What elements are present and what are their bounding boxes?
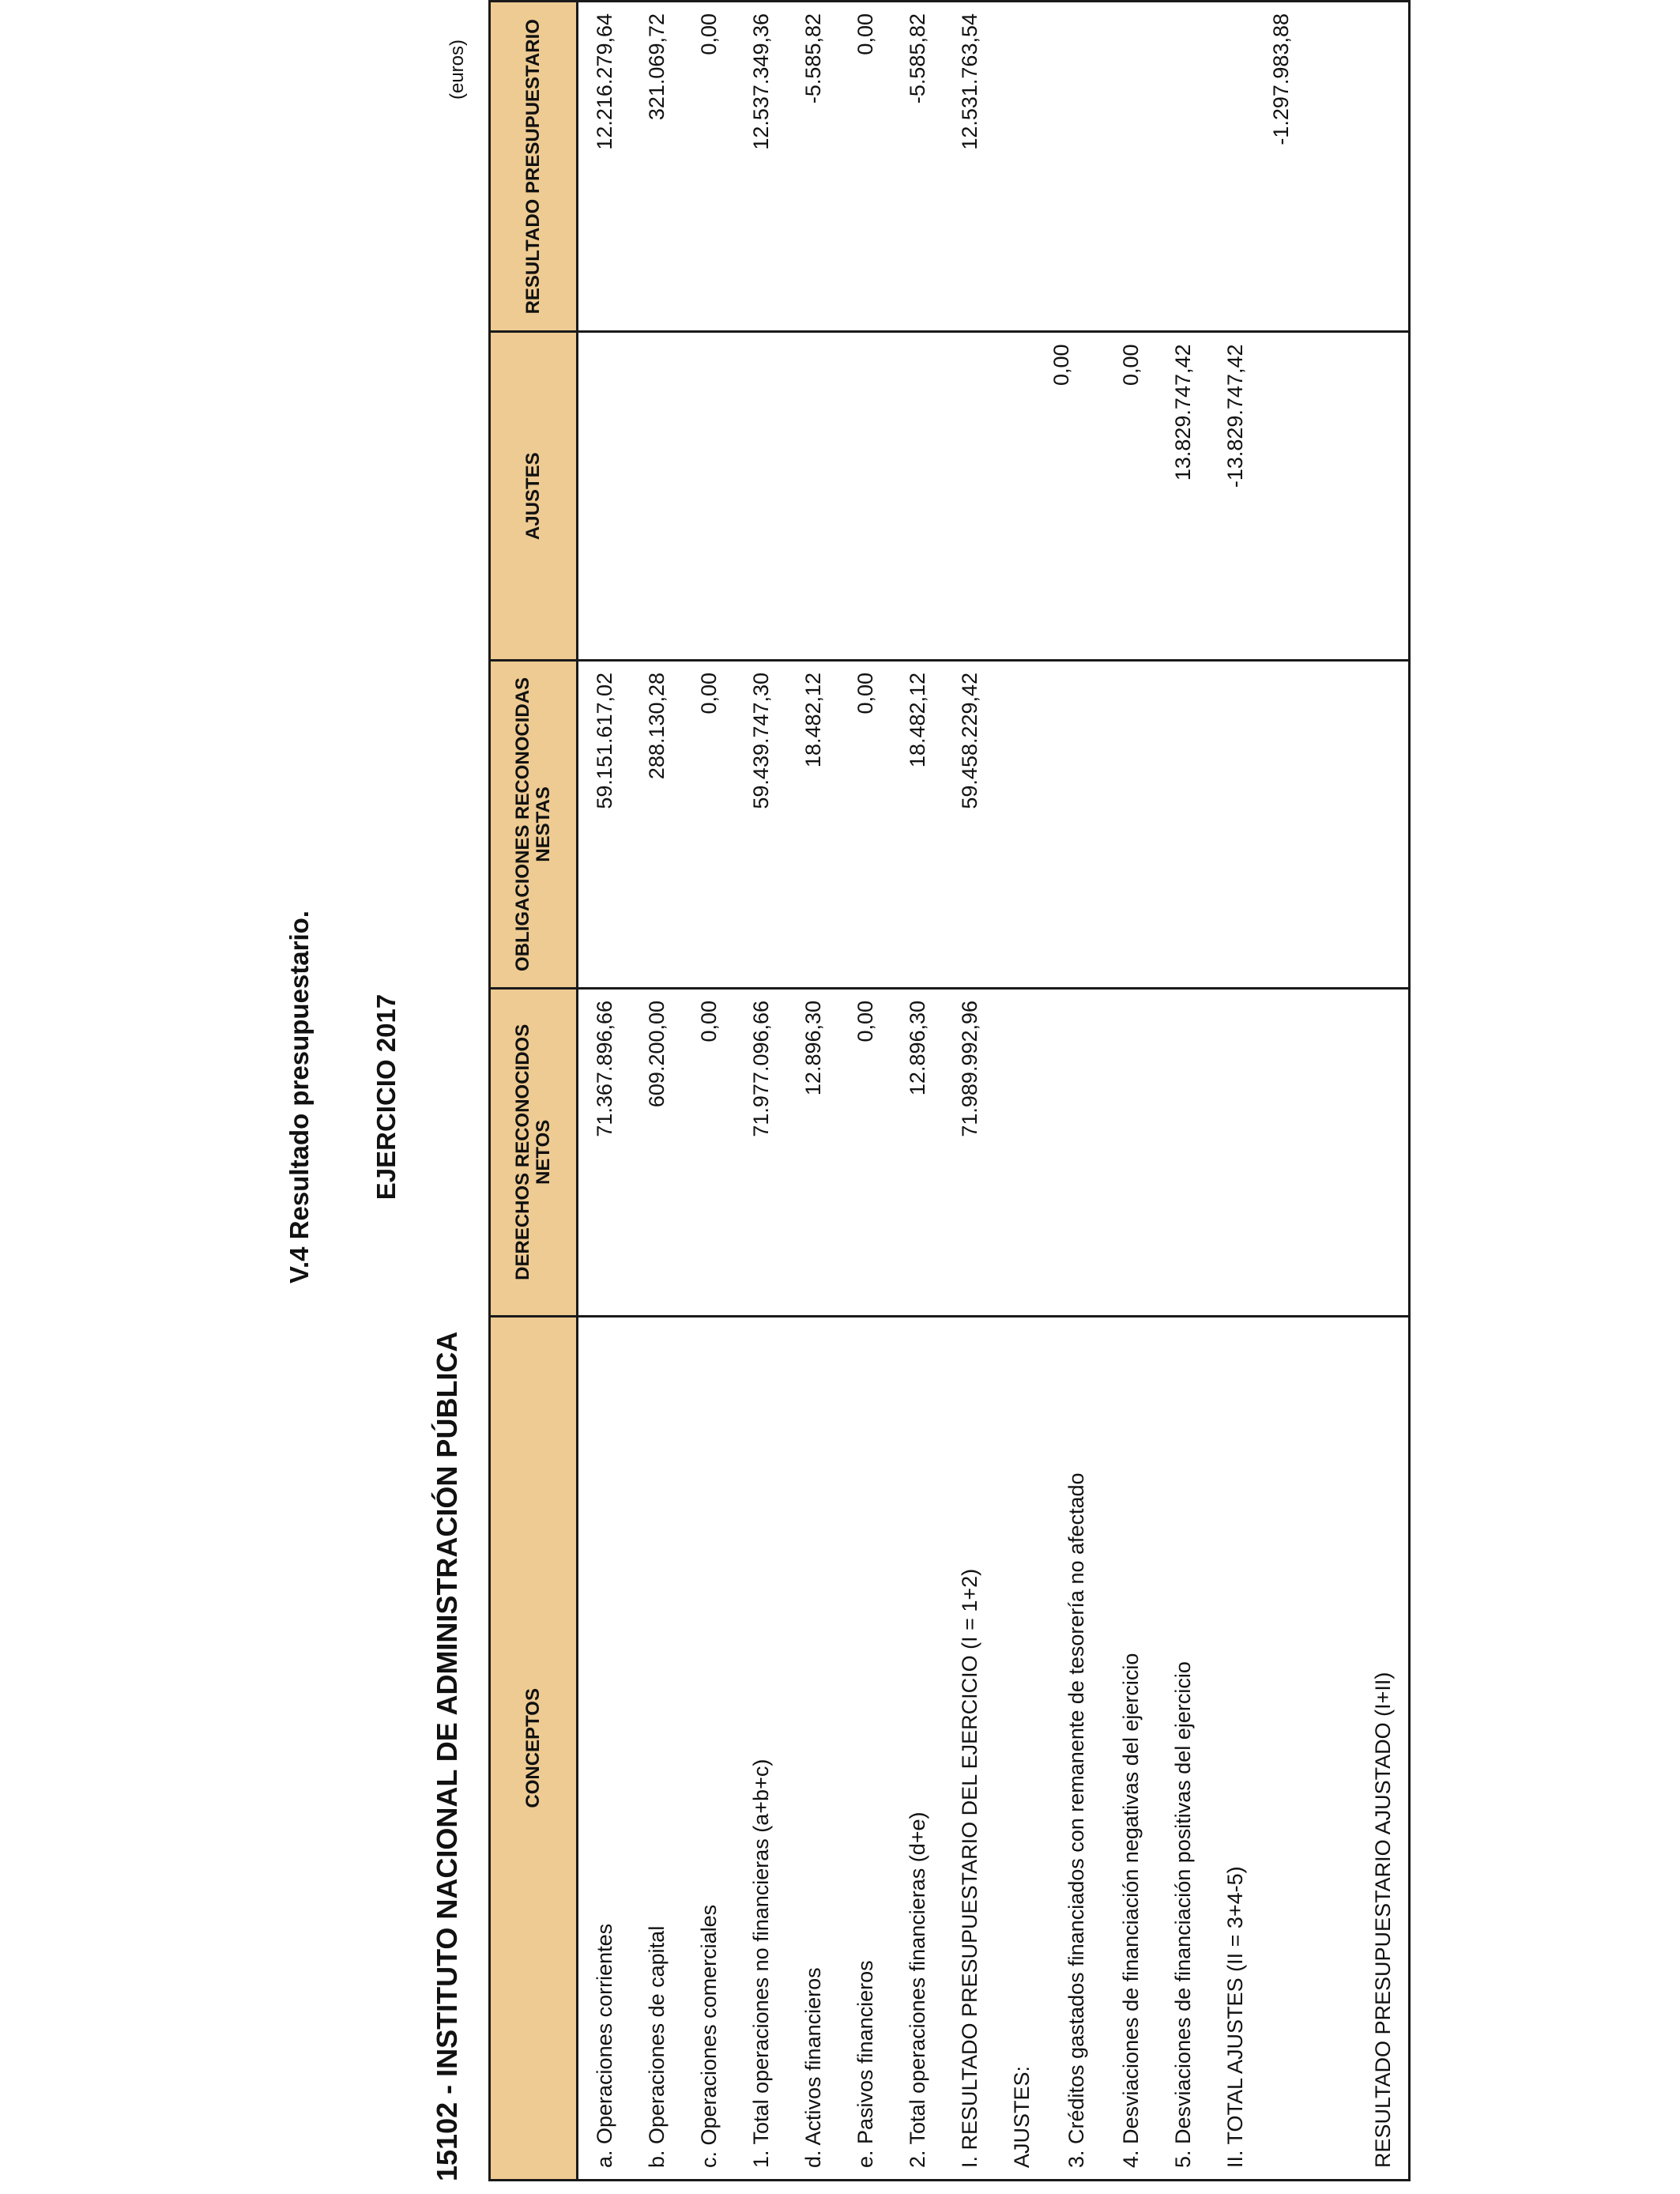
obligaciones-cell: 59.151.617,02 — [578, 660, 631, 988]
derechos-cell — [996, 988, 1048, 1316]
table-row — [891, 2, 944, 2181]
page-title: V.4 Resultado presupuestario. — [284, 910, 314, 1284]
ajustes-cell — [839, 332, 891, 660]
table-row — [1209, 2, 1261, 2181]
derechos-cell: 12.896,30 — [891, 988, 944, 1316]
resultado-cell — [1209, 2, 1261, 332]
resultado-cell: -1.297.983,88 — [1261, 2, 1410, 332]
derechos-cell — [1157, 988, 1209, 1316]
concept-cell: 4. Desviaciones de financiación negativas del ejercicio — [1105, 1316, 1157, 2180]
obligaciones-cell — [1105, 660, 1157, 988]
concept-cell: 2. Total operaciones financieras (d+e) — [891, 1316, 944, 2180]
table-row — [683, 2, 735, 2181]
derechos-cell — [1105, 988, 1157, 1316]
table-row — [1105, 2, 1157, 2181]
derechos-cell: 609.200,00 — [631, 988, 683, 1316]
ajustes-cell — [891, 332, 944, 660]
ajustes-cell — [996, 332, 1048, 660]
ajustes-cell — [1261, 332, 1410, 660]
obligaciones-cell — [1261, 660, 1410, 988]
derechos-cell: 12.896,30 — [787, 988, 839, 1316]
derechos-cell — [1261, 988, 1410, 1316]
table-row — [578, 2, 631, 2181]
resultado-cell: -5.585,82 — [787, 2, 839, 332]
concept-cell: RESULTADO PRESUPUESTARIO AJUSTADO (I+II) — [1261, 1316, 1410, 2180]
obligaciones-cell: 59.458.229,42 — [944, 660, 996, 988]
obligaciones-cell: 288.130,28 — [631, 660, 683, 988]
budget-result-table — [488, 0, 1411, 2181]
obligaciones-cell: 18.482,12 — [787, 660, 839, 988]
table-row — [839, 2, 891, 2181]
obligaciones-cell — [996, 660, 1048, 988]
derechos-cell — [1209, 988, 1261, 1316]
concept-cell: 5. Desviaciones de financiación positivas del ejercicio — [1157, 1316, 1209, 2180]
derechos-cell: 0,00 — [839, 988, 891, 1316]
concept-cell: 3. Créditos gastados financiados con remanente de tesorería no afectado — [1048, 1316, 1105, 2180]
table-row — [1048, 2, 1105, 2181]
fiscal-year: EJERCICIO 2017 — [371, 993, 401, 1201]
table-row — [1157, 2, 1209, 2181]
derechos-cell: 71.367.896,66 — [578, 988, 631, 1316]
concept-cell: a. Operaciones corrientes — [578, 1316, 631, 2180]
ajustes-cell: -13.829.747,42 — [1209, 332, 1261, 660]
concept-cell: c. Operaciones comerciales — [683, 1316, 735, 2180]
concept-cell: I. RESULTADO PRESUPUESTARIO DEL EJERCICIO (I = 1+2) — [944, 1316, 996, 2180]
header-derechos: DERECHOS RECONOCIDOS NETOS — [490, 988, 578, 1316]
resultado-cell: 12.531.763,54 — [944, 2, 996, 332]
concept-cell: 1. Total operaciones no financieras (a+b+c) — [735, 1316, 787, 2180]
resultado-cell: 0,00 — [839, 2, 891, 332]
entity-name: 15102 - INSTITUTO NACIONAL DE ADMINISTRACIÓN PÚBLICA — [431, 1331, 463, 2181]
resultado-cell: 12.537.349,36 — [735, 2, 787, 332]
resultado-cell — [1157, 2, 1209, 332]
ajustes-cell — [735, 332, 787, 660]
obligaciones-cell: 59.439.747,30 — [735, 660, 787, 988]
concept-cell: e. Pasivos financieros — [839, 1316, 891, 2180]
units-label: (euros) — [446, 39, 468, 100]
resultado-cell — [996, 2, 1048, 332]
table-row — [787, 2, 839, 2181]
concept-cell: b. Operaciones de capital — [631, 1316, 683, 2180]
resultado-cell — [1105, 2, 1157, 332]
derechos-cell: 71.989.992,96 — [944, 988, 996, 1316]
table-row — [1261, 2, 1410, 2181]
ajustes-cell — [683, 332, 735, 660]
concept-cell: d. Activos financieros — [787, 1316, 839, 2180]
resultado-cell: -5.585,82 — [891, 2, 944, 332]
obligaciones-cell: 18.482,12 — [891, 660, 944, 988]
resultado-cell: 0,00 — [683, 2, 735, 332]
resultado-cell: 12.216.279,64 — [578, 2, 631, 332]
header-ajustes: AJUSTES — [490, 332, 578, 660]
table-row — [735, 2, 787, 2181]
derechos-cell: 0,00 — [683, 988, 735, 1316]
derechos-cell: 71.977.096,66 — [735, 988, 787, 1316]
header-obligaciones: OBLIGACIONES RECONOCIDAS NESTAS — [490, 660, 578, 988]
table-row — [631, 2, 683, 2181]
resultado-cell: 321.069,72 — [631, 2, 683, 332]
ajustes-cell: 0,00 — [1105, 332, 1157, 660]
table-header-row — [490, 2, 578, 2181]
obligaciones-cell — [1048, 660, 1105, 988]
table-row — [944, 2, 996, 2181]
obligaciones-cell — [1157, 660, 1209, 988]
ajustes-cell — [578, 332, 631, 660]
resultado-cell — [1048, 2, 1105, 332]
ajustes-cell: 13.829.747,42 — [1157, 332, 1209, 660]
derechos-cell — [1048, 988, 1105, 1316]
header-resultado: RESULTADO PRESUPUESTARIO — [490, 2, 578, 332]
table-row — [996, 2, 1048, 2181]
concept-cell: AJUSTES: — [996, 1316, 1048, 2180]
header-conceptos: CONCEPTOS — [490, 1316, 578, 2180]
ajustes-cell: 0,00 — [1048, 332, 1105, 660]
concept-cell: II. TOTAL AJUSTES (II = 3+4-5) — [1209, 1316, 1261, 2180]
obligaciones-cell — [1209, 660, 1261, 988]
ajustes-cell — [944, 332, 996, 660]
obligaciones-cell: 0,00 — [683, 660, 735, 988]
obligaciones-cell: 0,00 — [839, 660, 891, 988]
ajustes-cell — [787, 332, 839, 660]
ajustes-cell — [631, 332, 683, 660]
